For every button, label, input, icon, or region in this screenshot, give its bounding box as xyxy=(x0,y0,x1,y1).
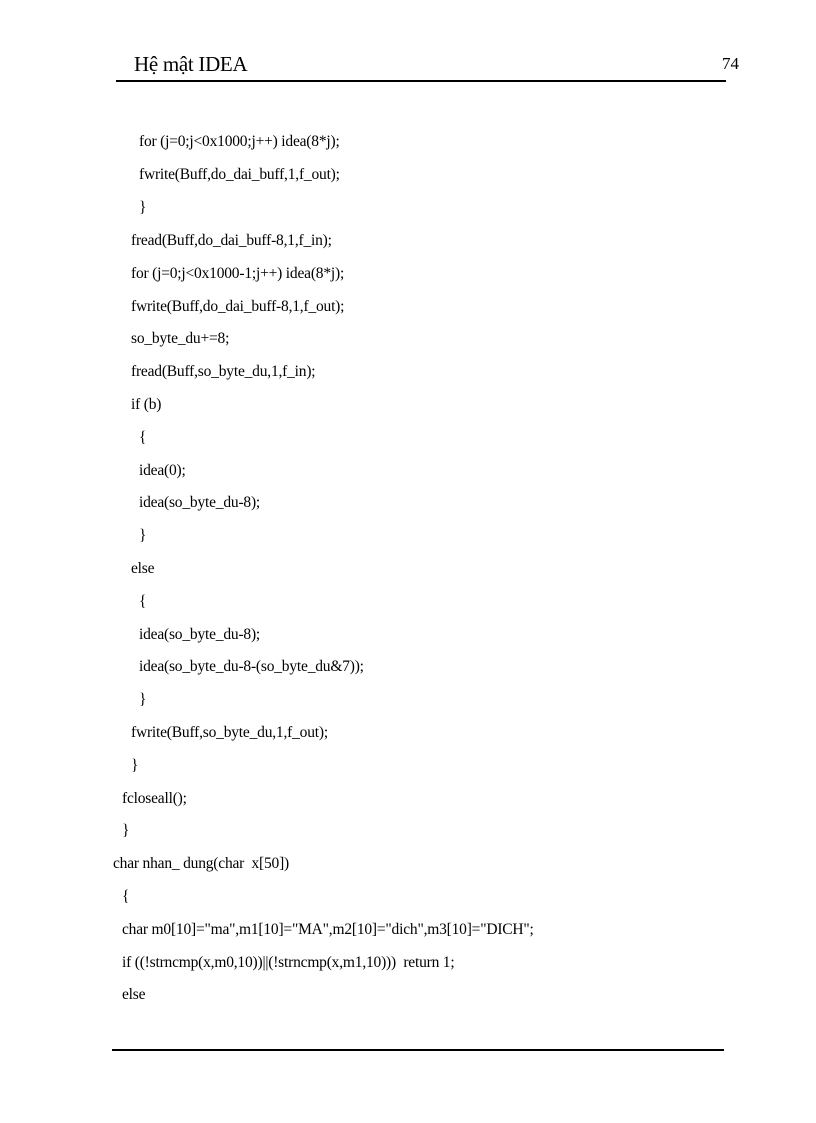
code-line: } xyxy=(139,527,147,544)
code-line: fread(Buff,do_dai_buff-8,1,f_in); xyxy=(131,232,332,249)
page-number: 74 xyxy=(722,54,739,73)
code-line: if ((!strncmp(x,m0,10))||(!strncmp(x,m1,10))) return 1; xyxy=(122,954,455,971)
code-line: else xyxy=(122,986,146,1003)
code-line: fread(Buff,so_byte_du,1,f_in); xyxy=(131,363,316,380)
code-line: fwrite(Buff,do_dai_buff-8,1,f_out); xyxy=(131,298,345,315)
code-line: } xyxy=(139,691,147,708)
code-line: so_byte_du+=8; xyxy=(131,330,230,347)
code-line: { xyxy=(139,593,147,610)
code-line: else xyxy=(131,560,155,577)
code-line: for (j=0;j<0x1000;j++) idea(8*j); xyxy=(139,133,340,150)
header-rule xyxy=(116,80,726,82)
code-line: idea(so_byte_du-8); xyxy=(139,494,261,511)
code-line: } xyxy=(131,757,139,774)
code-line: idea(so_byte_du-8-(so_byte_du&7)); xyxy=(139,658,364,675)
code-line: fwrite(Buff,do_dai_buff,1,f_out); xyxy=(139,166,340,183)
footer-rule xyxy=(112,1049,724,1051)
code-line: fwrite(Buff,so_byte_du,1,f_out); xyxy=(131,724,328,741)
code-line: } xyxy=(139,199,147,216)
code-line: if (b) xyxy=(131,396,162,413)
code-line: } xyxy=(122,822,130,839)
code-line: idea(0); xyxy=(139,462,186,479)
code-line: for (j=0;j<0x1000-1;j++) idea(8*j); xyxy=(131,265,345,282)
code-line: { xyxy=(122,888,130,905)
code-line: idea(so_byte_du-8); xyxy=(139,626,261,643)
code-line: char m0[10]="ma",m1[10]="MA",m2[10]="dich",m3[10]="DICH"; xyxy=(122,921,534,938)
code-line: { xyxy=(139,429,147,446)
header-title: Hệ mật IDEA xyxy=(134,52,248,76)
code-line: fcloseall(); xyxy=(122,790,187,807)
code-line: char nhan_ dung(char x[50]) xyxy=(113,855,290,872)
